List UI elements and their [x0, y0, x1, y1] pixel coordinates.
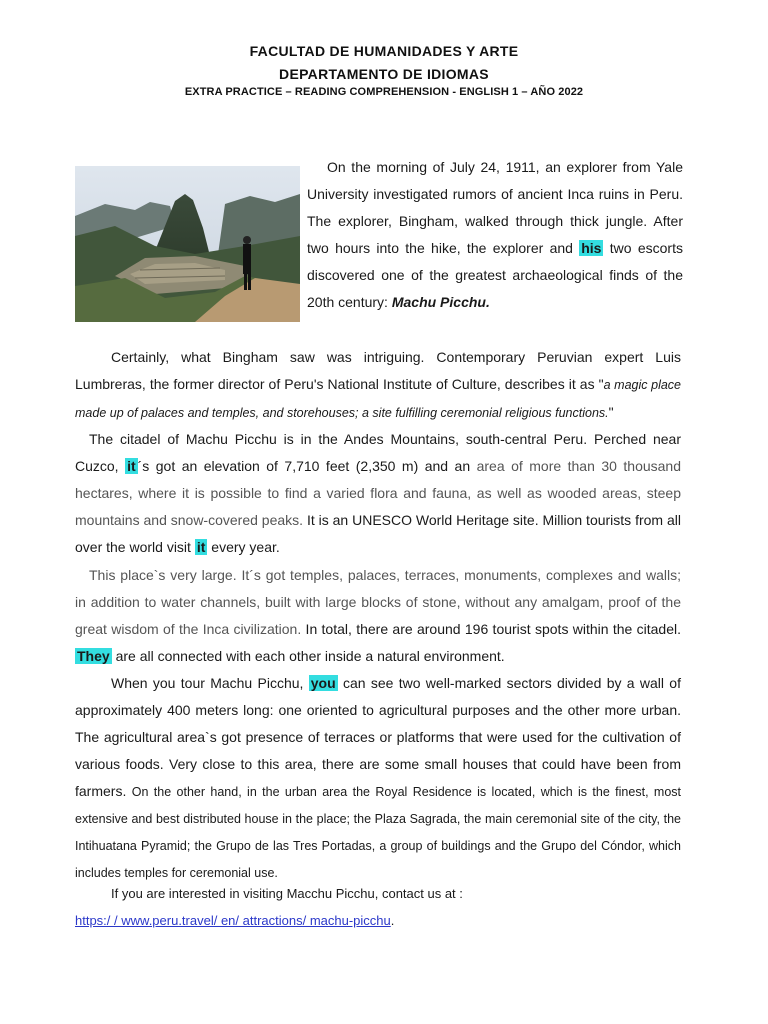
faculty-title: FACULTAD DE HUMANIDADES Y ARTE: [249, 43, 519, 59]
paragraph-2: [75, 344, 681, 427]
contact-text: If you are interested in visiting Macchu Picchu, contact us at :: [111, 886, 463, 901]
machu-picchu-photo: [75, 166, 300, 322]
paragraph-3-text-d: every year.: [207, 539, 280, 555]
highlight-his: his: [581, 240, 602, 256]
worksheet-subtitle: EXTRA PRACTICE – READING COMPREHENSION - ENGLISH 1 – AÑO 2022: [184, 86, 584, 98]
paragraph-4-grey-text: This place`s very large. It´s got temples, palaces, terraces, monuments, complexes and walls; in addition to water channels, built with large blocks of stone, without any amalgam, proof of the great wisdom of the Inca civilization.: [75, 567, 681, 637]
highlight-they: They: [77, 648, 110, 664]
paragraph-5: [75, 670, 681, 886]
lumbreras-quote: a magic place made up of palaces and temples, and storehouses; a site fulfilling ceremonial religious functions.: [75, 378, 681, 420]
paragraph-3-grey-text: area of more than 30 thousand hectares, where it is possible to find a varied flora and fauna, as well as wooded areas, steep mountains and snow-covered peaks.: [75, 458, 682, 528]
photo-illustration: [75, 166, 300, 322]
paragraph-2-text-b: ": [608, 404, 614, 420]
paragraph-3-text-c: It is an UNESCO World Heritage site. Million tourists from all over the world visit: [75, 512, 681, 555]
paragraph-5-text-b: can see two well-marked sectors divided by a wall of approximately 400 meters long: one oriented to agricultural purposes and the other more urban. The agricultural area`s got presence of terraces or platforms that were used for the cultivation of various foods. Very close to this area, there are some small houses that could have been from farmers.: [75, 675, 681, 799]
peru-travel-link[interactable]: https:/ / www.peru.travel/ en/ attractions/ machu-picchu: [75, 913, 391, 928]
paragraph-3-text-a: The citadel of Machu Picchu is in the Andes Mountains, south-central Peru. Perched near Cuzco,: [75, 431, 681, 474]
paragraph-4-text-b: are all connected with each other inside a natural environment.: [111, 648, 505, 664]
paragraph-2-text-a: Certainly, what Bingham saw was intriguing. Contemporary Peruvian expert Luis Lumbreras, the former director of Peru's National Institute of Culture, describes it as ": [75, 349, 681, 392]
machu-picchu-title: Machu Picchu.: [391, 294, 490, 310]
paragraph-4-text-a: In total, there are around 196 tourist spots within the citadel.: [301, 621, 682, 637]
paragraph-4: [75, 562, 681, 670]
paragraph-5-small-text: On the other hand, in the urban area the Royal Residence is located, which is the finest, most extensive and best distributed house in the place; the Plaza Sagrada, the main ceremonial site of the city, the Intihuatana Pyramid; the Grupo de las Tres Portadas, a group of buildings and the Grupo del Cóndor, which includes temples for ceremonial use.: [75, 785, 681, 880]
paragraph-6: [75, 880, 681, 934]
department-title: DEPARTAMENTO DE IDIOMAS: [279, 66, 489, 82]
paragraph-1-text-b: two escorts discovered one of the greatest archaeological finds of the 20th century:: [307, 240, 683, 310]
highlight-it-2: it: [196, 539, 206, 555]
paragraph-1: [307, 154, 683, 316]
contact-period: .: [390, 913, 395, 928]
paragraph-1-text-a: On the morning of July 24, 1911, an explorer from Yale University investigated rumors of ancient Inca ruins in Peru. The explorer, Bingham, walked through thick jungle. After two hours into the hike, the explorer and: [307, 159, 683, 256]
highlight-it-1: it: [127, 458, 136, 474]
paragraph-5-text-a: When you tour Machu Picchu,: [111, 675, 309, 691]
paragraph-3: [75, 426, 681, 561]
highlight-you: you: [310, 675, 336, 691]
paragraph-3-text-b: ´s got an elevation of 7,710 feet (2,350 m) and an: [137, 458, 477, 474]
